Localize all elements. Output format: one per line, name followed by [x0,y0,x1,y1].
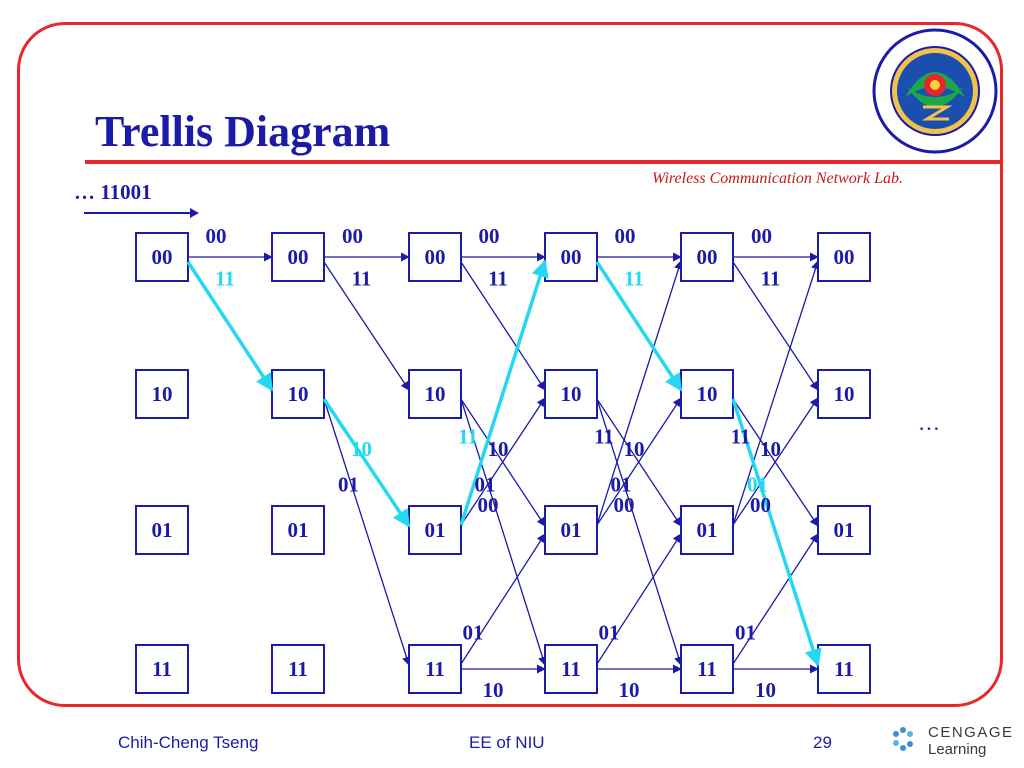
publisher-name: CENGAGE [928,724,1014,741]
state-node-00 [409,233,461,281]
edge-output-label: 11 [730,424,751,449]
lab-name: Wireless Communication Network Lab. [652,170,903,187]
state-node-01 [272,506,324,554]
edge-output-label: 00 [751,224,772,248]
page-number: 29 [813,733,832,752]
edge-output-label: 10 [760,437,781,461]
state-label: 00 [424,245,446,269]
state-node-01 [136,506,188,554]
state-node-11 [409,645,461,693]
state-node-00 [272,233,324,281]
edge-output-label: 11 [760,266,781,291]
state-node-00 [136,233,188,281]
edge-output-label: 11 [488,266,508,291]
state-label: 00 [287,245,309,269]
state-node-00 [545,233,597,281]
edge-output-label: 01 [462,620,484,645]
edge-output-label: 01 [610,472,632,497]
state-node-11 [545,645,597,693]
state-label: 10 [424,382,446,406]
edge-output-label: 01 [747,472,768,497]
edge-output-label: 00 [477,493,499,517]
state-label: 00 [151,245,173,269]
continuation-ellipsis: … [918,410,940,435]
state-node-10 [681,370,733,418]
edge-output-label: 00 [342,224,363,248]
footer-department: EE of NIU [469,733,545,752]
state-node-01 [818,506,870,554]
state-node-11 [272,645,324,693]
state-node-10 [136,370,188,418]
state-node-01 [409,506,461,554]
state-label: 01 [151,518,173,542]
state-label: 10 [287,382,309,406]
edge-output-label: 01 [735,620,756,645]
state-label: 00 [560,245,582,269]
edge-output-label: 11 [215,266,235,291]
edge-output-label: 00 [614,224,636,248]
edge-output-label: 01 [338,472,359,497]
state-label: 11 [834,657,854,681]
state-node-00 [818,233,870,281]
state-node-10 [545,370,597,418]
state-label: 11 [288,657,308,681]
state-node-10 [818,370,870,418]
cengage-mark-icon [888,724,924,758]
transition-edge-01-to-00 [730,261,818,525]
state-node-10 [272,370,324,418]
footer-author: Chih-Cheng Tseng [118,733,259,752]
edge-output-label: 11 [624,266,644,291]
edge-output-label: 00 [205,224,227,248]
state-label: 01 [833,518,855,542]
state-label: 10 [833,382,855,406]
transition-edge-10-to-01 [324,399,409,526]
state-node-10 [409,370,461,418]
state-label: 11 [697,657,717,681]
transition-edge-11-to-01 [597,534,681,664]
state-label: 00 [833,245,855,269]
transition-edge-11-to-01 [733,534,818,664]
edge-output-label: 10 [755,678,776,702]
state-node-00 [681,233,733,281]
publisher-subtitle: Learning [928,741,987,758]
state-label: 10 [151,382,173,406]
state-node-11 [136,645,188,693]
state-label: 01 [424,518,446,542]
input-sequence: … 11001 [74,180,152,204]
state-label: 10 [696,382,718,406]
state-node-01 [681,506,733,554]
transition-edge-11-to-01 [461,534,545,664]
edge-output-label: 11 [458,424,478,449]
edge-output-label: 10 [623,437,645,461]
slide-title: Trellis Diagram [95,107,391,156]
edge-output-label: 01 [474,472,496,497]
state-label: 01 [560,518,582,542]
state-node-11 [681,645,733,693]
state-label: 01 [287,518,309,542]
state-label: 00 [696,245,718,269]
cengage-learning-logo [888,724,1018,762]
edge-output-label: 00 [750,493,771,517]
edge-output-label: 00 [613,493,635,517]
edge-output-label: 01 [598,620,620,645]
edge-output-label: 10 [482,678,504,702]
edge-output-label: 11 [351,266,372,291]
edge-output-label: 11 [594,424,614,449]
edge-output-label: 10 [618,678,640,702]
state-node-01 [545,506,597,554]
state-label: 11 [152,657,172,681]
state-label: 11 [425,657,445,681]
edge-output-label: 10 [351,437,372,461]
state-label: 01 [696,518,718,542]
trellis-edges [188,257,818,669]
edge-output-label: 10 [487,437,509,461]
state-node-11 [818,645,870,693]
edge-output-label: 00 [478,224,500,248]
state-label: 11 [561,657,581,681]
state-label: 10 [560,382,582,406]
